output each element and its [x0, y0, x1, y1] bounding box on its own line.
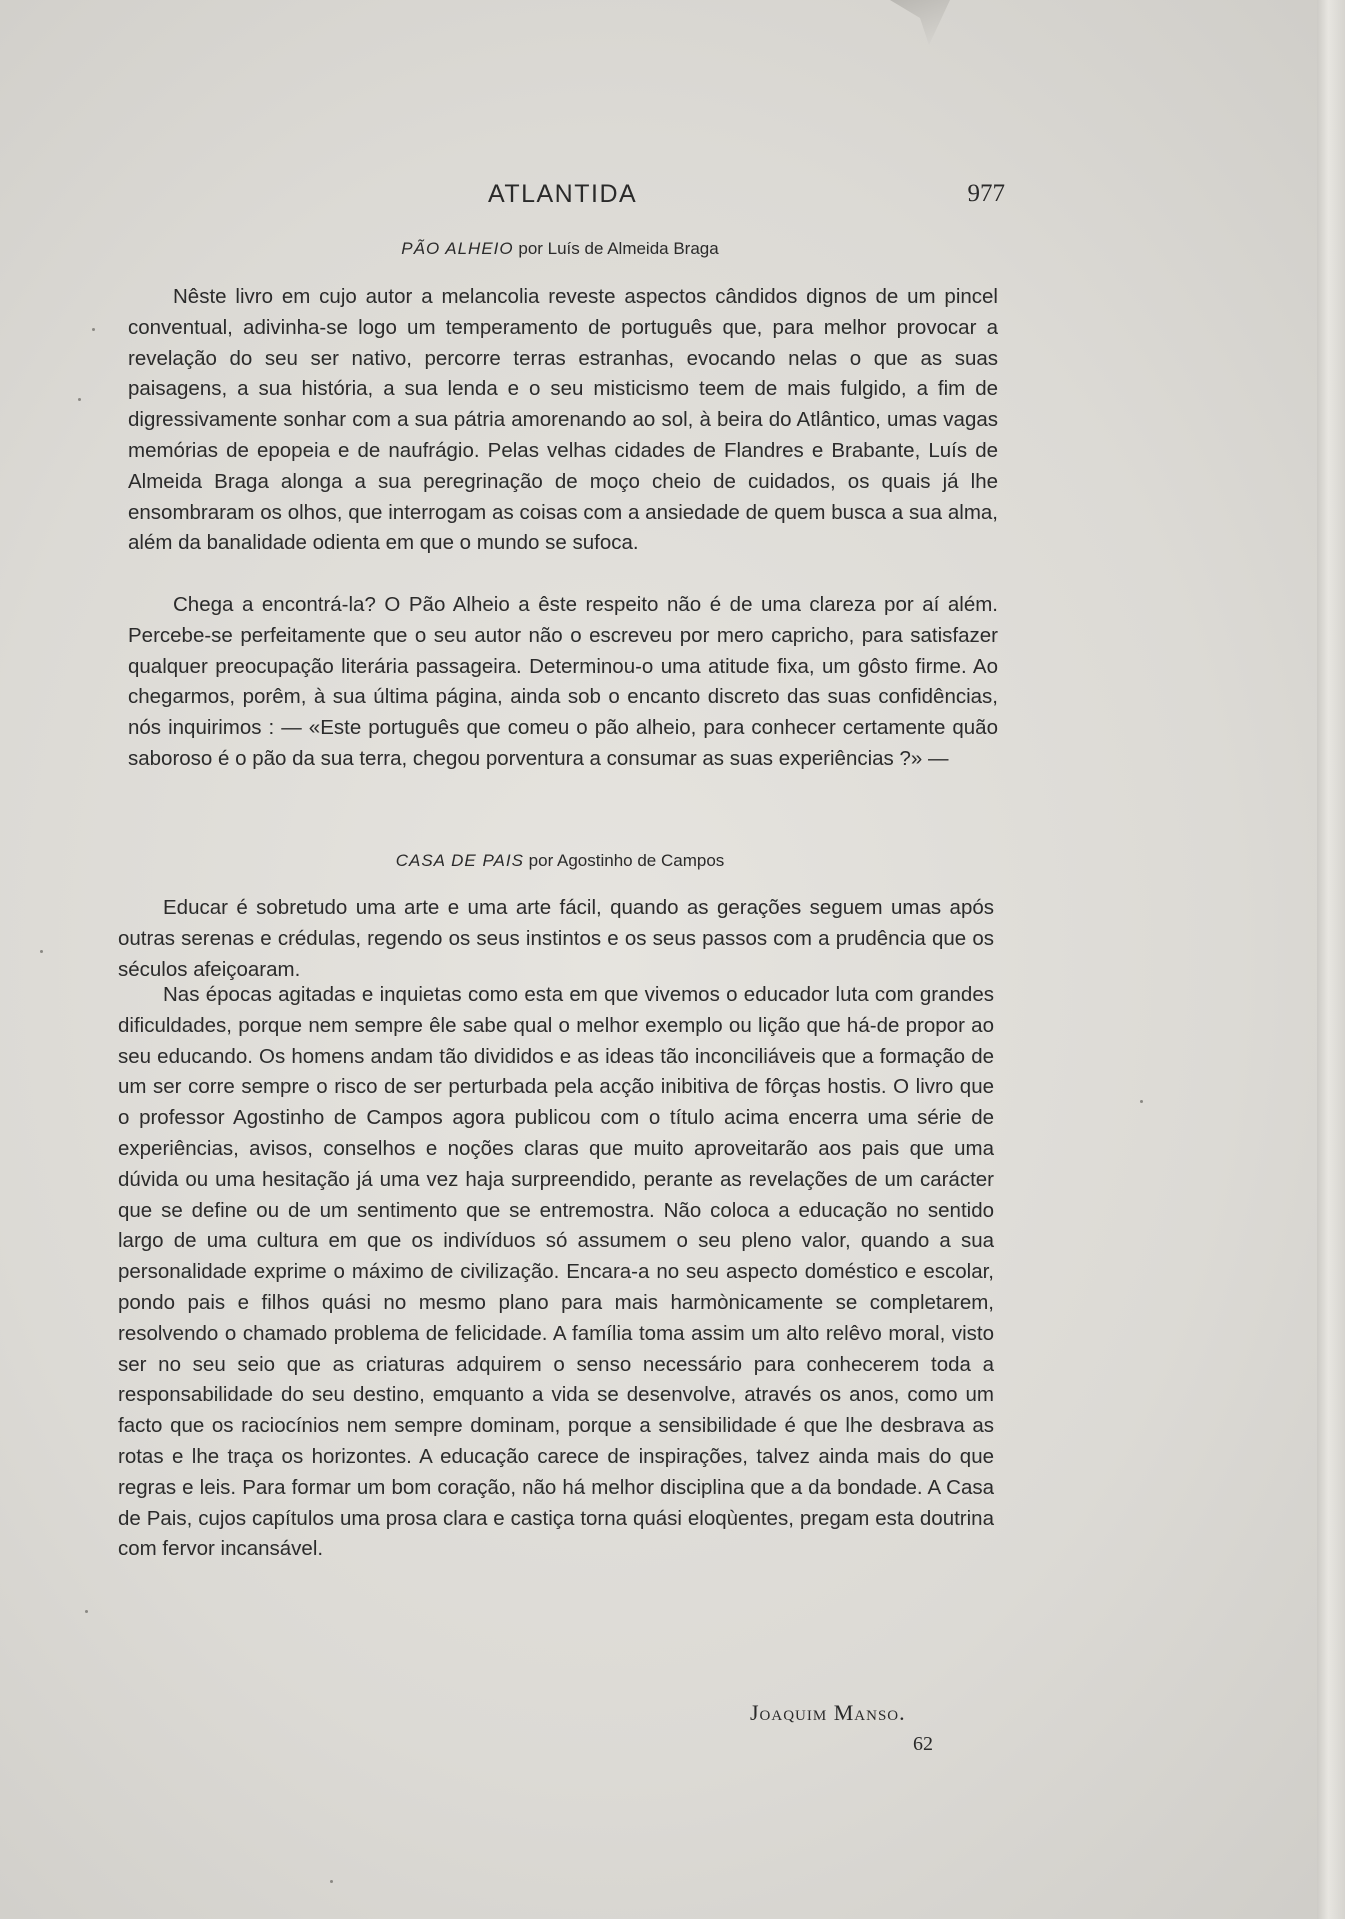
paper-speck: [1140, 1100, 1143, 1103]
paper-speck: [40, 950, 43, 953]
running-header: [128, 180, 1005, 210]
review-byline: por Luís de Almeida Braga: [518, 239, 719, 258]
page-edge: [1317, 0, 1345, 1919]
author-signature: Joaquim Manso.: [750, 1700, 906, 1725]
review2-paragraph-1: Educar é sobretudo uma arte e uma arte fácil, quando as gerações seguem umas após outras serenas e crédulas, regendo os seus instintos e os seus passos com a prudência que os séculos afeiçoaram.: [118, 896, 994, 981]
paper-speck: [92, 328, 95, 331]
review-heading-pao-alheio: [0, 239, 1120, 259]
review2-paragraph-2: Nas épocas agitadas e inquietas como esta em que vivemos o educador luta com grandes dificuldades, porque nem sempre êle sabe qual o melhor exemplo ou lição que há-de propor ao seu educando. Os homens andam tão divididos e as ideas tão inconciliáveis que a formação de um ser corre sempre o risco de ser perturbada pela acção inibitiva de fôrças hostis. O livro que o professor Agostinho de Campos agora publicou com o título acima encerra uma série de experiências, avisos, conselhos e noções claras que muito aproveitarão aos pais que uma dúvida ou uma hesitação já uma vez haja surpreendido, perante as revelações de um carácter que se define ou de um sentimento que se entremostra. Não coloca a educação no sentido largo de uma cultura em que os indivíduos só assumem o seu pleno valor, quando a sua personalidade exprime o máximo de civilização. Encara-a no seu aspecto doméstico e escolar, pondo pais e filhos quási no mesmo plano para mais harmònicamente se completarem, resolvendo o chamado problema de felicidade. A família toma assim um alto relêvo moral, visto ser no seu seio que as criaturas adquirem o senso necessário para conhecerem toda a responsabilidade do seu destino, emquanto a vida se desenvolve, através os anos, como um facto que os raciocínios nem sempre dominam, porque a sensibilidade é que lhe desbrava as rotas e lhe traça os horizontes. A educação carece de inspirações, talvez ainda mais do que regras e leis. Para formar um bom coração, não há melhor disciplina que a da bondade. A Casa de Pais, cujos capítulos uma prosa clara e castiça torna quási eloqùentes, pregam esta doutrina com fervor incansável.: [118, 983, 994, 1561]
review-title: PÃO ALHEIO: [401, 239, 514, 258]
folded-corner: [890, 0, 950, 45]
review-heading-casa-de-pais: [0, 851, 1120, 871]
sheet-number: 62: [913, 1733, 933, 1755]
review1-paragraph-1: Nêste livro em cujo autor a melancolia reveste aspectos cândidos dignos de um pincel conventual, adivinha-se logo um temperamento de português que, para melhor provocar a revelação do seu ser nativo, percorre terras estranhas, evocando nelas o que as suas paisagens, a sua história, a sua lenda e o seu misticismo teem de mais fulgido, a fim de digressivamente sonhar com a sua pátria amorenando ao sol, à beira do Atlântico, umas vagas memórias de epopeia e de naufrágio. Pelas velhas cidades de Flandres e Brabante, Luís de Almeida Braga alonga a sua peregrinação de moço cheio de cuidados, os quais já lhe ensombraram os olhos, que interrogam as coisas com a ansiedade de quem busca a sua alma, além da banalidade odienta em que o mundo se sufoca.: [128, 285, 998, 555]
page-number: 977: [967, 180, 1005, 207]
review-title: CASA DE PAIS: [395, 851, 524, 870]
review1-paragraph-2: Chega a encontrá-la? O Pão Alheio a êste respeito não é de uma clareza por aí além. Percebe-se perfeitamente que o seu autor não o escreveu por mero capricho, para satisfazer qualquer preocupação literária passageira. Determinou-o uma atitude fixa, um gôsto firme. Ao chegarmos, porêm, à sua última página, ainda sob o encanto discreto das suas confidências, nós inquirimos : — «Este português que comeu o pão alheio, para conhecer certamente quão saboroso é o pão da sua terra, chegou porventura a consumar as suas experiências ?» —: [128, 593, 998, 770]
running-title: ATLANTIDA: [488, 180, 638, 208]
paper-speck: [330, 1880, 333, 1883]
review-byline: por Agostinho de Campos: [528, 851, 725, 870]
paper-speck: [78, 398, 81, 401]
paper-speck: [85, 1610, 88, 1613]
